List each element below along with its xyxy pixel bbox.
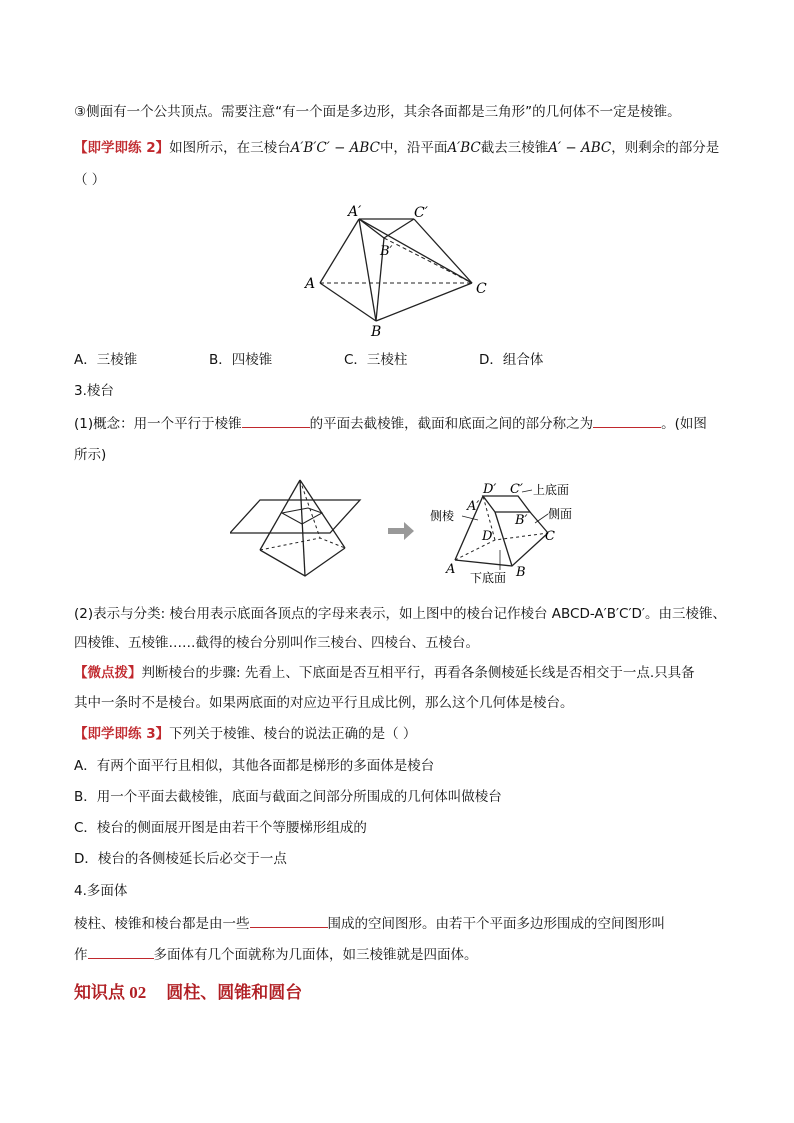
- formula-frustum: A′B′C′ − ABC: [290, 140, 380, 156]
- section-3-notation-line-1: (2)表示与分类: 棱台用表示底面各顶点的字母来表示，如上图中的棱台记作棱台 ABCD-A′B′C′D′。由三棱锥、: [74, 606, 726, 622]
- edge-c1-c: [414, 219, 472, 283]
- pyramid-edge-2: [300, 480, 305, 576]
- fill-blank-4[interactable]: [88, 944, 154, 959]
- edge-a-b: [320, 283, 376, 321]
- edge-a1-c: [359, 219, 472, 283]
- concept-text-3: 。(如图: [661, 416, 707, 432]
- edge-b-c: [376, 283, 472, 321]
- label-b1: B′: [515, 513, 528, 528]
- section-4-title: 4.多面体: [74, 883, 128, 899]
- q-text-1: 如图所示，在三棱台: [169, 140, 291, 156]
- label-a1: A′: [467, 499, 480, 514]
- exercise-2-tag: 【即学即练 2】: [74, 140, 170, 156]
- pyramid-edge-3: [300, 480, 345, 548]
- pointer-side-edge: [462, 516, 478, 520]
- exercise-2-option-b: B．四棱锥: [209, 352, 273, 368]
- tip-line-2: 其中一条时不是棱台。如果两底面的对应边平行且成比例，那么这个几何体是棱台。: [74, 695, 574, 711]
- concept-text-1: (1)概念：用一个平行于棱锥: [74, 416, 242, 432]
- exercise-3-question: [74, 724, 416, 744]
- label-c: C: [476, 281, 487, 297]
- label-side-edge: 侧棱: [430, 509, 455, 523]
- tip-line-1: [74, 663, 695, 683]
- s4-text-1: 棱柱、棱锥和棱台都是由一些: [74, 916, 250, 932]
- knowledge-point-title: 圆柱、圆锥和圆台: [166, 983, 303, 1003]
- exercise-2-question: [74, 138, 719, 158]
- exercise-3-option-a: A．有两个面平行且相似，其他各面都是梯形的多面体是棱台: [74, 758, 435, 774]
- label-side-face: 侧面: [548, 507, 573, 521]
- edge-a1-b: [359, 219, 376, 321]
- cutting-plane: [230, 500, 360, 533]
- s4-text-4: 多面体有几个面就称为几面体，如三棱锥就是四面体。: [153, 947, 478, 963]
- pyramid-base: [260, 548, 345, 576]
- s4-text-2: 围成的空间图形。由若干个平面多边形围成的空间图形叫: [327, 916, 665, 932]
- label-d1: D′: [483, 482, 497, 497]
- label-b1: B′: [380, 244, 393, 259]
- section-3-concept-line: [74, 413, 707, 434]
- exercise-3-option-d: D．棱台的各侧棱延长后必交于一点: [74, 851, 287, 867]
- section-4-line-2: [74, 944, 478, 965]
- section-3-concept-line-2: 所示): [74, 447, 107, 463]
- tip-text-1: 判断棱台的步骤: 先看上、下底面是否互相平行，再看各条侧棱延长线是否相交于一点.只具备: [141, 665, 695, 681]
- exercise-3-text: 下列关于棱锥、棱台的说法正确的是（ ）: [169, 726, 417, 742]
- label-c1: C′: [510, 482, 523, 497]
- fill-blank-2[interactable]: [593, 413, 661, 428]
- arrow-icon: [388, 522, 414, 540]
- label-c: C: [545, 529, 555, 544]
- label-d: D: [482, 529, 493, 544]
- exercise-2-option-a: A．三棱锥: [74, 352, 138, 368]
- exercise-3-tag: 【即学即练 3】: [74, 726, 170, 742]
- label-a: A: [446, 562, 456, 577]
- q-text-2: 中，沿平面: [379, 140, 448, 156]
- section-3-notation-line-2: 四棱锥、五棱锥……截得的棱台分别叫作三棱台、四棱台、五棱台。: [74, 635, 479, 651]
- pointer-top: [522, 490, 532, 492]
- tip-tag: 【微点拨】: [74, 665, 142, 681]
- frustum-cut-figure: [296, 203, 516, 338]
- edge-a1-a: [320, 219, 359, 283]
- formula-pyramid: A′ − ABC: [548, 140, 612, 156]
- q-text-4: ，则剩余的部分是: [611, 140, 720, 156]
- exercise-2-option-c: C．三棱柱: [344, 352, 408, 368]
- label-a: A: [305, 276, 316, 292]
- pointer-side-face: [535, 514, 548, 523]
- label-b: B: [371, 324, 382, 338]
- fill-blank-1[interactable]: [242, 413, 310, 428]
- fill-blank-3[interactable]: [250, 913, 328, 928]
- exercise-2-paren: （ ）: [74, 172, 106, 188]
- paragraph-pyramid-note: ③侧面有一个公共顶点。需要注意“有一个面是多边形，其余各面都是三角形”的几何体不一定是棱锥。: [74, 104, 681, 120]
- exercise-2-option-d: D．组合体: [479, 352, 544, 368]
- label-b: B: [516, 565, 526, 580]
- frustum-base: [455, 533, 548, 566]
- q-text-3: 截去三棱锥: [480, 140, 549, 156]
- concept-text-2: 的平面去截棱锥，截面和底面之间的部分称之为: [309, 416, 594, 432]
- exercise-3-option-c: C．棱台的侧面展开图是由若干个等腰梯形组成的: [74, 820, 367, 836]
- knowledge-point-heading: [74, 978, 302, 1003]
- frustum-concept-figure: [230, 478, 590, 588]
- section-4-line-1: [74, 913, 665, 934]
- label-a1: A′: [348, 204, 362, 220]
- section-3-title: 3.棱台: [74, 383, 114, 399]
- frustum-edge-bb1: [495, 512, 512, 566]
- exercise-3-option-b: B．用一个平面去截棱锥，底面与截面之间部分所围成的几何体叫做棱台: [74, 789, 502, 805]
- pyramid-edge-1: [260, 480, 300, 550]
- frustum-top: [483, 496, 530, 512]
- s4-text-3: 作: [74, 947, 88, 963]
- formula-plane: A′BC: [447, 140, 481, 156]
- label-top-face: 上底面: [533, 483, 570, 497]
- label-bottom-face: 下底面: [470, 571, 507, 585]
- label-c1: C′: [414, 205, 428, 221]
- knowledge-point-number: 知识点 02: [74, 983, 147, 1002]
